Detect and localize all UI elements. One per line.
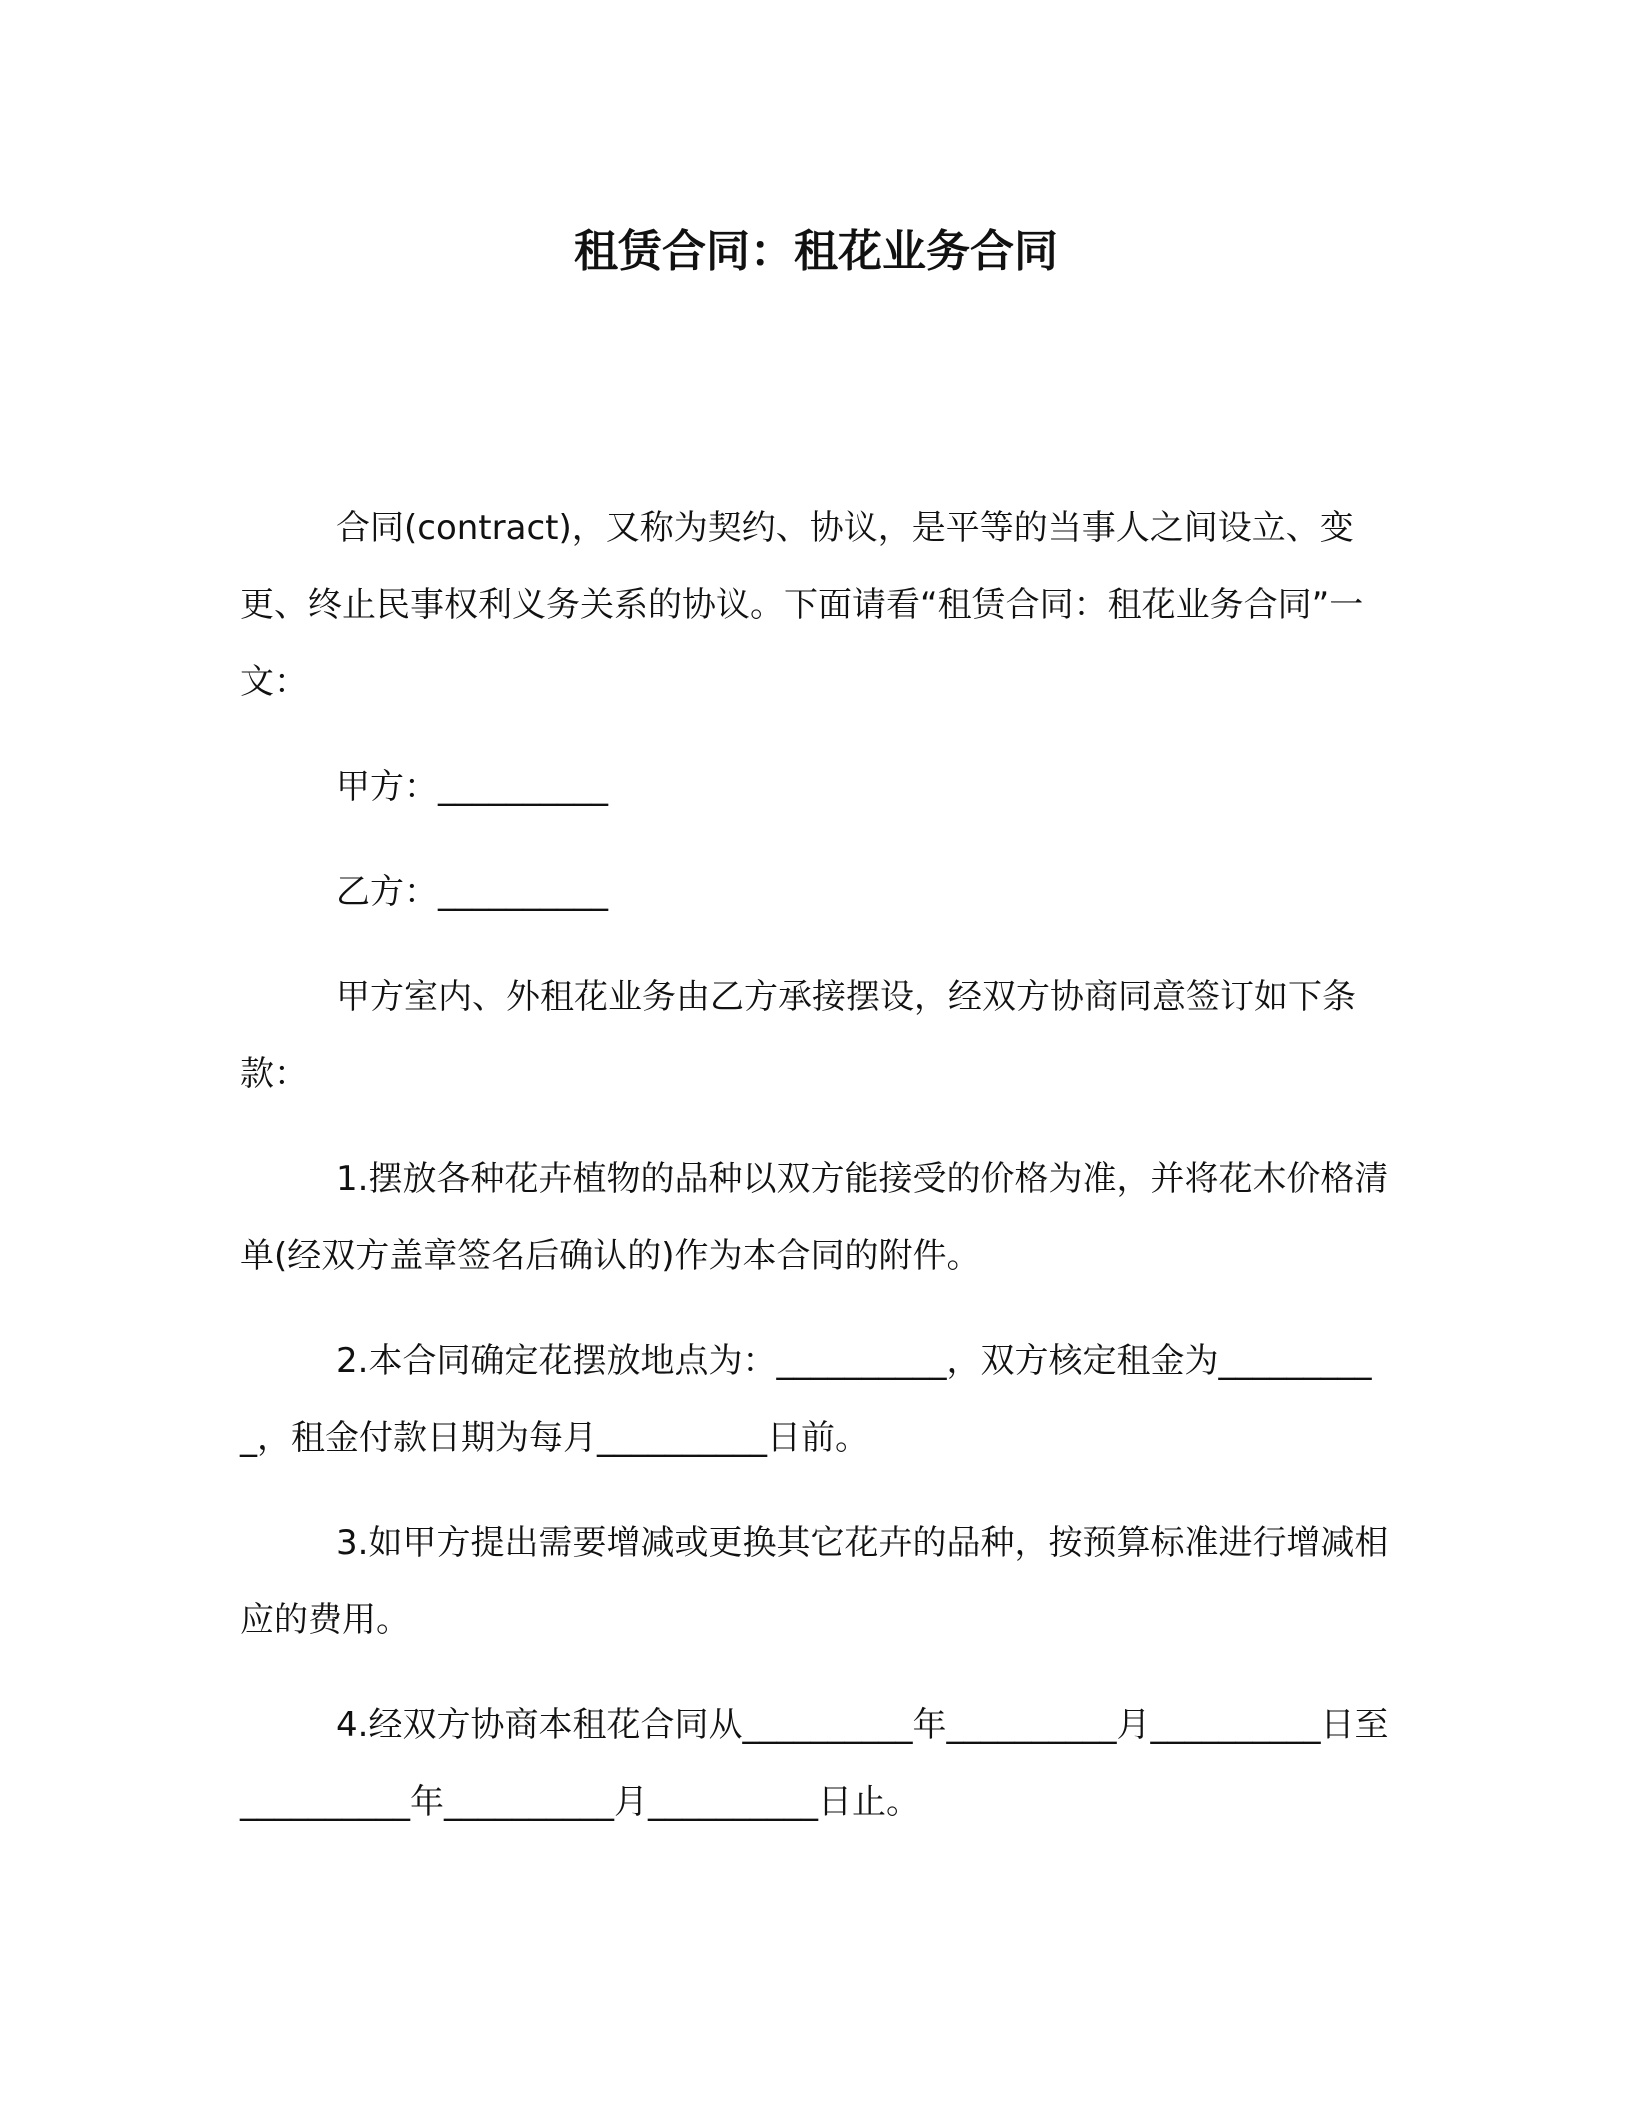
party-b-line: 乙方：__________ bbox=[336, 872, 608, 912]
clause-1: 1.摆放各种花卉植物的品种以双方能接受的价格为准，并将花木价格清单(经双方盖章签名后确认的)作为本合同的附件。 bbox=[240, 1159, 1389, 1276]
clause-2: 2.本合同确定花摆放地点为：__________，双方核定租金为__________，租金付款日期为每月__________日前。 bbox=[240, 1341, 1372, 1458]
agreement-preamble: 甲方室内、外租花业务由乙方承接摆设，经双方协商同意签订如下条款： bbox=[240, 977, 1356, 1094]
party-a-line: 甲方：__________ bbox=[336, 767, 608, 807]
document-title: 租赁合同：租花业务合同 bbox=[574, 226, 1058, 277]
clause-4: 4.经双方协商本租花合同从__________年__________月__________日至__________年__________月__________日止。 bbox=[240, 1705, 1389, 1822]
document-body bbox=[240, 490, 1400, 1869]
intro-paragraph: 合同(contract)，又称为契约、协议，是平等的当事人之间设立、变更、终止民事权利义务关系的协议。下面请看“租赁合同：租花业务合同”一文： bbox=[240, 508, 1364, 702]
clause-3: 3.如甲方提出需要增减或更换其它花卉的品种，按预算标准进行增减相应的费用。 bbox=[240, 1523, 1389, 1640]
